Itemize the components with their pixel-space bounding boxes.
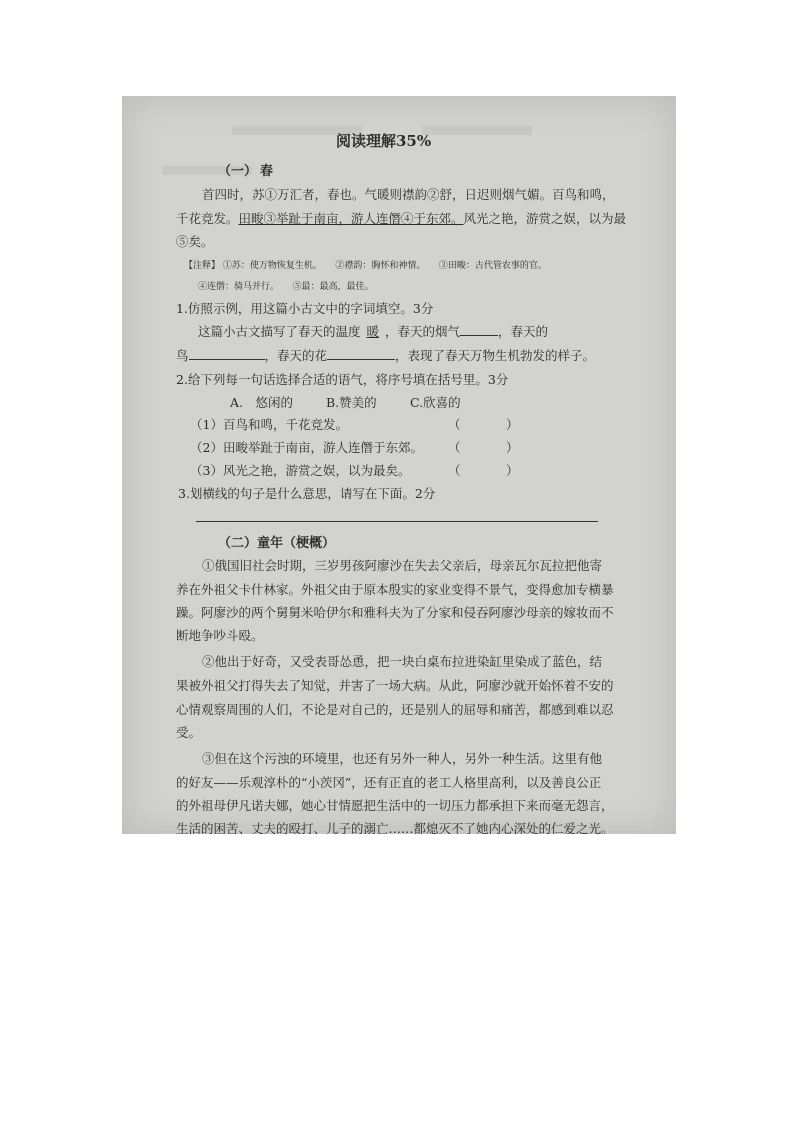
q2-paren-close-2: ）: [506, 440, 519, 455]
page-title: 阅读理解35%: [336, 132, 432, 150]
passage-line-2-start: 千花竞发。: [176, 211, 239, 226]
p3-line-4: 生活的困苦、丈夫的殴打、儿子的溺亡……都熄灭不了她内心深处的仁爱之光。: [176, 821, 614, 834]
annotation-line-1: 【注释】 ①苏：使万物恢复生机。 ②襟韵：胸怀和神情。 ③田畯：古代管农事的官。: [184, 261, 547, 271]
passage-line-2-end: 风光之艳，游赏之娱，以为最: [463, 211, 627, 226]
p2-line-4: 受。: [176, 725, 202, 740]
q1-text-bird: 鸟: [176, 348, 189, 363]
p2-line-2: 果被外祖父打得失去了知觉，并害了一场大病。从此，阿廖沙就开始怀着不安的: [176, 678, 614, 693]
p3-line-3: 的外祖母伊凡诺夫娜，她心甘情愿把生活中的一切压力都承担下来而毫无怨言，: [176, 798, 614, 813]
answer-line[interactable]: [196, 521, 598, 522]
p1-line-3: 躁。阿廖沙的两个舅舅米哈伊尔和雅科夫为了分家和侵吞阿廖沙母亲的嫁妆而不: [176, 605, 614, 620]
underlined-sentence: 田畯③举趾于南亩，游人连僭④于东郊。: [238, 211, 464, 226]
p1-line-1: ①俄国旧社会时期，三岁男孩阿廖沙在失去父亲后，母亲瓦尔瓦拉把他寄: [202, 558, 603, 573]
q2-paren-open-3[interactable]: （: [448, 463, 461, 478]
q1-answer: 暖: [366, 324, 380, 339]
p2-line-3: 心情观察周围的人们，不论是对自己的，还是别人的屈辱和痛苦，都感到难以忍: [176, 702, 614, 717]
q2-item-1: （1）百鸟和鸣，千花竞发。: [190, 417, 348, 432]
q1-text-spring: ，春天的: [498, 324, 549, 339]
q2-item-3: （3）风光之艳，游赏之娱，以为最矣。: [190, 463, 411, 478]
passage-line-3: ⑤矣。: [176, 234, 214, 249]
q1-text-temperature: 这篇小古文描写了春天的温度: [198, 324, 361, 339]
p1-line-4: 断地争吵斗殴。: [176, 628, 264, 643]
question-2-title: 2.给下列每一句话选择合适的语气，将序号填在括号里。3分: [176, 372, 509, 387]
section2-heading: （二）童年（梗概）: [218, 536, 336, 551]
q2-paren-open-2[interactable]: （: [448, 440, 461, 455]
p2-line-1: ②他出于好奇，又受表哥怂恿，把一块白桌布拉进染缸里染成了蓝色，结: [202, 654, 603, 669]
q2-paren-close-3: ）: [506, 463, 519, 478]
option-a: A. 悠闲的: [230, 395, 294, 410]
passage-line-1: 首四时，苏①万汇者，春也。气暖则襟韵②舒，日迟则烟气媚。百鸟和鸣，: [202, 187, 615, 202]
option-c: C.欣喜的: [410, 395, 461, 410]
q1-text-smoke: ，春天的烟气: [385, 324, 461, 339]
q1-blank-bird[interactable]: [189, 347, 265, 360]
passage-line-2: [176, 209, 626, 227]
option-b: B.赞美的: [326, 395, 377, 410]
p3-line-1: ③但在这个污浊的环境里，也还有另外一种人，另外一种生活。这里有他: [202, 751, 603, 766]
p3-line-2: 的好友——乐观淳朴的“小茨冈”，还有正直的老工人格里高利，以及善良公正: [176, 775, 602, 790]
p1-line-2: 养在外祖父卡什林家。外祖父由于原本殷实的家业变得不景气，变得愈加专横暴: [176, 582, 614, 597]
section1-heading-title: 春: [260, 164, 274, 179]
q1-text-flower: ，春天的花: [264, 348, 328, 363]
section1-heading-number: （一）: [218, 164, 258, 179]
q1-text-end: ，表现了春天万物生机勃发的样子。: [395, 348, 596, 363]
question-1-title: 1.仿照示例，用这篇小古文中的字词填空。3分: [176, 301, 434, 316]
q1-blank-smoke[interactable]: [460, 323, 498, 336]
question-1-line-2: [176, 346, 595, 364]
q2-paren-close-1: ）: [506, 417, 519, 432]
annotation-line-2: ④连僭：骑马并行。 ⑤最：最高，最佳。: [198, 282, 374, 292]
question-3-title: 3.划横线的句子是什么意思，请写在下面。2分: [178, 486, 436, 501]
q1-blank-flower[interactable]: [327, 347, 395, 360]
q2-item-2: （2）田畯举趾于南亩，游人连僭于东郊。: [190, 440, 423, 455]
document-photo: [122, 96, 676, 834]
question-1-line-1: [198, 322, 548, 340]
q2-paren-open-1[interactable]: （: [448, 417, 461, 432]
